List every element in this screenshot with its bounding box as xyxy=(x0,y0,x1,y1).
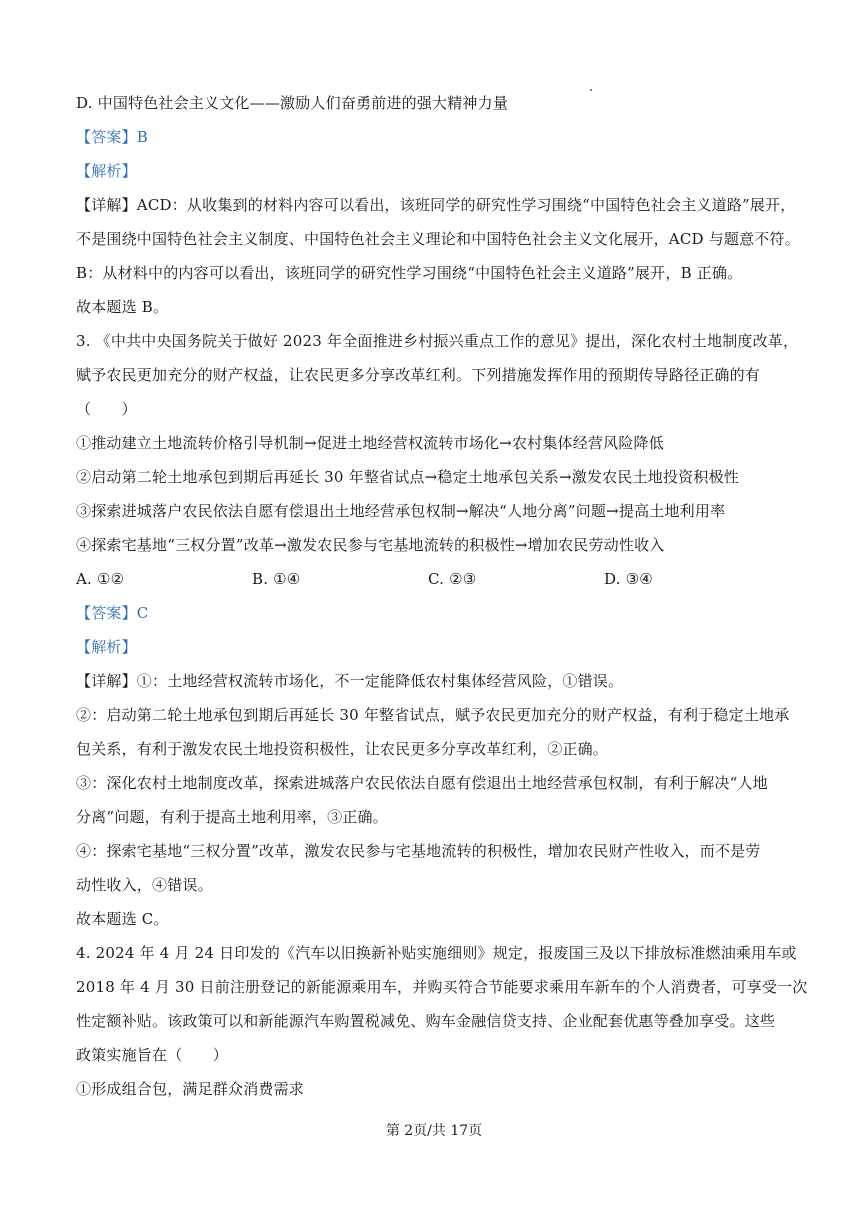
statement-1: ①推动建立土地流转价格引导机制→促进土地经营权流转市场化→农村集体经营风险降低 xyxy=(76,434,664,452)
option-d-line: D. 中国特色社会主义文化——激励人们奋勇前进的强大精神力量 xyxy=(76,94,509,112)
option-c: C. ②③ xyxy=(428,570,477,588)
detail-line: ③：深化农村土地制度改革，探索进城落户农民依法自愿有偿退出土地经营承包权制，有利于解决“人地 xyxy=(76,774,768,792)
option-a: A. ①② xyxy=(76,570,125,588)
detail-line: 分离”问题，有利于提高土地利用率，③正确。 xyxy=(76,808,388,826)
conclusion-line: 故本题选 B。 xyxy=(76,298,169,316)
question-3-line: 3. 《中共中央国务院关于做好 2023 年全面推进乡村振兴重点工作的意见》提出，深化农村土地制度改革， xyxy=(76,332,799,350)
detail-line: 动性收入，④错误。 xyxy=(76,876,213,894)
page-content xyxy=(76,86,808,1106)
question-4-line: 2018 年 4 月 30 日前注册登记的新能源乘用车，并购买符合节能要求乘用车新车的个人消费者，可享受一次 xyxy=(76,978,808,996)
question-3-blank: （ ） xyxy=(76,400,137,418)
detail-line: 【详解】①：土地经营权流转市场化，不一定能降低农村集体经营风险，①错误。 xyxy=(76,672,624,690)
statement-4: ④探索宅基地“三权分置”改革→激发农民参与宅基地流转的积极性→增加农民劳动性收入 xyxy=(76,536,665,554)
statement-3: ③探索进城落户农民依法自愿有偿退出土地经营承包权制→解决“人地分离”问题→提高土地利用率 xyxy=(76,502,726,520)
detail-line: ④：探索宅基地“三权分置”改革，激发农民参与宅基地流转的积极性，增加农民财产性收入，而不是劳 xyxy=(76,842,761,860)
conclusion-line: 故本题选 C。 xyxy=(76,910,169,928)
answer-line: 【答案】B xyxy=(76,128,149,146)
answer-options xyxy=(76,562,796,596)
analysis-heading: 【解析】 xyxy=(76,638,137,656)
analysis-heading: 【解析】 xyxy=(76,162,137,180)
detail-line: B：从材料中的内容可以看出，该班同学的研究性学习围绕“中国特色社会主义道路”展开，B 正确。 xyxy=(76,264,743,282)
page-footer: 第 2页/共 17页 xyxy=(385,1123,483,1139)
option-b: B. ①④ xyxy=(252,570,301,588)
detail-line: ②：启动第二轮土地承包到期后再延长 30 年整省试点，赋予农民更加充分的财产权益，有利于稳定土地承 xyxy=(76,706,790,724)
question-3-line: 赋予农民更加充分的财产权益，让农民更多分享改革红利。下列措施发挥作用的预期传导路径正确的有 xyxy=(76,366,761,384)
detail-line: 【详解】ACD：从收集到的材料内容可以看出，该班同学的研究性学习围绕“中国特色社会主义道路”展开， xyxy=(76,196,796,214)
answer-line: 【答案】C xyxy=(76,604,149,622)
option-d: D. ③④ xyxy=(604,570,653,588)
detail-line: 不是围绕中国特色社会主义制度、中国特色社会主义理论和中国特色社会主义文化展开，ACD 与题意不符。 xyxy=(76,230,800,248)
statement-2: ②启动第二轮土地承包到期后再延长 30 年整省试点→稳定土地承包关系→激发农民土地投资积极性 xyxy=(76,468,739,486)
question-4-line: 政策实施旨在（ ） xyxy=(76,1046,229,1064)
detail-line: 包关系，有利于激发农民土地投资积极性，让农民更多分享改革红利，②正确。 xyxy=(76,740,609,758)
question-4-line: 性定额补贴。该政策可以和新能源汽车购置税减免、购车金融信贷支持、企业配套优惠等叠加享受。这些 xyxy=(76,1012,776,1030)
question-4-line: 4. 2024 年 4 月 24 日印发的《汽车以旧换新补贴实施细则》规定，报废国三及以下排放标准燃油乘用车或 xyxy=(76,944,797,962)
statement-1: ①形成组合包，满足群众消费需求 xyxy=(76,1080,305,1098)
